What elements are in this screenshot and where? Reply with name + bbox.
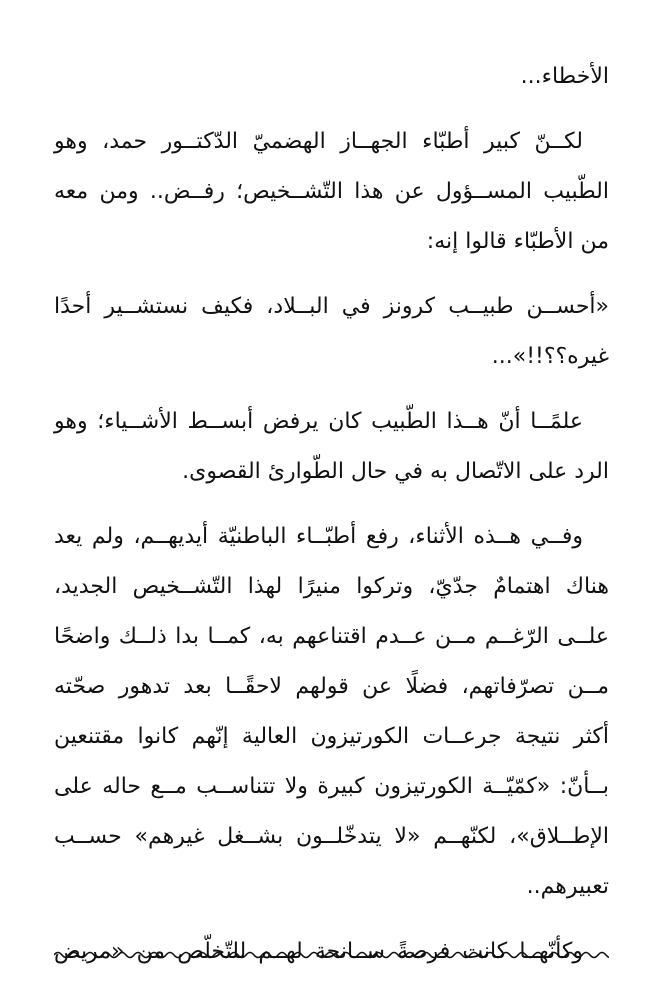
text-line: علــى الرّغــم مــن عــدم اقتناعهم به، كمــا بدا ذلــك واضحًا bbox=[54, 624, 609, 649]
wavy-divider bbox=[54, 948, 609, 962]
text-line: مــن تصرّفاتهم، فضلًا عن قولهم لاحقًــا بعد تدهور صحّته bbox=[54, 674, 609, 699]
text-line: لكــنّ كبير أطبّاء الجهــاز الهضميّ الدّكتــور حمد، وهو bbox=[54, 129, 583, 154]
text-line: علمًــا أنّ هــذا الطّبيب كان يرفض أبســط الأشــياء؛ وهو bbox=[54, 409, 583, 434]
text-line: من الأطبّاء قالوا إنه: bbox=[426, 229, 609, 254]
paragraph-1 bbox=[54, 52, 609, 102]
text-line: «أحســن طبيــب كرونز في البــلاد، فكيف نستشــير أحدًا bbox=[54, 294, 609, 319]
text-line: الأخطاء... bbox=[520, 64, 609, 89]
paragraph-5 bbox=[54, 512, 609, 912]
text-line: تعبيرهم.. bbox=[526, 874, 609, 899]
text-line: بــأنّ: «كمّيّــة الكورتيزون كبيرة ولا تتناســب مــع حاله على bbox=[54, 774, 609, 799]
text-line: غيره؟؟!!»... bbox=[491, 344, 609, 369]
text-line: هناك اهتمامٌ جدّيّ، وتركوا منيرًا لهذا التّشــخيص الجديد، bbox=[54, 574, 609, 599]
text-line: الطّبيب المســؤول عن هذا التّشــخيص؛ رفــض.. ومن معه bbox=[54, 179, 609, 204]
text-line: وكأنّهــا كانت فرصةً ســانحة لهــم للتّخلّص من «مريض bbox=[54, 939, 583, 964]
paragraph-2 bbox=[54, 117, 609, 267]
text-line: أكثر نتيجة جرعــات الكورتيزون العالية إنّهم كانوا مقتنعين bbox=[54, 724, 609, 749]
paragraph-3 bbox=[54, 282, 609, 382]
text-line: وفــي هــذه الأثناء، رفع أطبّــاء الباطنيّة أيديهــم، ولم يعد bbox=[54, 524, 583, 549]
text-line: الإطــلاق»، لكنّهــم «لا يتدخّلــون بشــغل غيرهم» حســب bbox=[54, 824, 609, 849]
text-line: الرد على الاتّصال به في حال الطّوارئ القصوى. bbox=[182, 459, 609, 484]
book-page bbox=[54, 52, 609, 992]
paragraph-4 bbox=[54, 397, 609, 497]
